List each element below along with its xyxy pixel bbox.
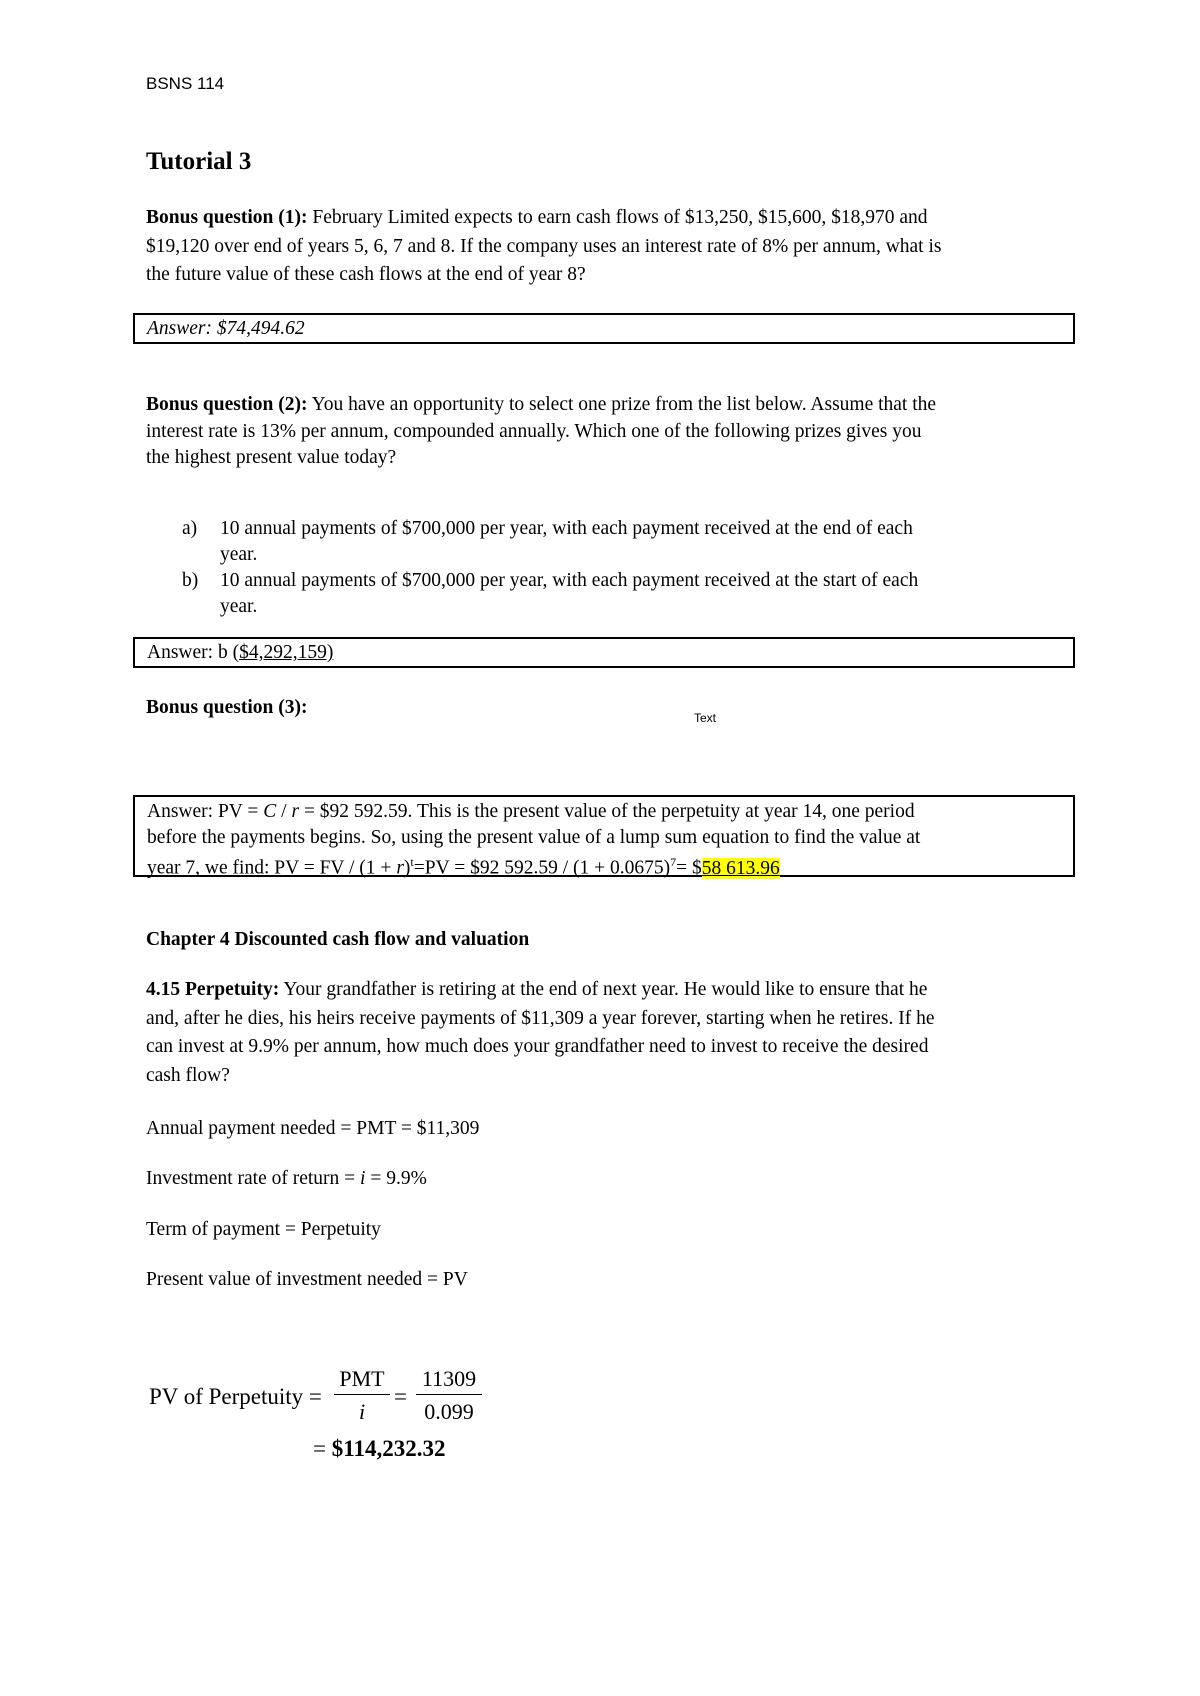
q1-line-1 [146, 204, 1106, 233]
q2-answer-value: $4,292,159) [239, 642, 334, 663]
q1-answer-box [133, 313, 1075, 344]
q2-text-1: You have an opportunity to select one prize from the list below. Assume that the [307, 394, 937, 415]
formula-equals: = [394, 1384, 407, 1409]
page-header: BSNS 114 [146, 74, 225, 93]
formula-result: = $114,232.32 [313, 1436, 446, 1461]
given-annual-payment: Annual payment needed = PMT = $11,309 [146, 1118, 480, 1139]
fraction-pmt-over-i [334, 1366, 390, 1425]
fraction-values [416, 1366, 482, 1425]
bonus-question-2 [146, 392, 1106, 472]
chapter-heading: Chapter 4 Discounted cash flow and valuation [146, 929, 530, 950]
formula-lhs: PV of Perpetuity = [149, 1384, 322, 1409]
q1-label: Bonus question (1): [146, 207, 308, 228]
q2-option-b-line-1: 10 annual payments of $700,000 per year, with each payment received at the start of each [220, 570, 919, 591]
given-rate: Investment rate of return = i = 9.9% [146, 1168, 427, 1189]
q2-option-b-line-2: year. [220, 596, 258, 617]
q2-option-a-line-1: 10 annual payments of $700,000 per year, with each payment received at the end of each [220, 518, 913, 539]
q2-option-a [182, 516, 1042, 568]
q1-line-3: the future value of these cash flows at the end of year 8? [146, 264, 586, 285]
p415-line-3: can invest at 9.9% per annum, how much does your grandfather need to invest to receive the desired [146, 1036, 929, 1057]
q2-line-2: interest rate is 13% per annum, compounded annually. Which one of the following prizes gives you [146, 420, 922, 442]
q3-text-placeholder: Text [694, 711, 717, 725]
fraction-numerator-value: 11309 [421, 1366, 477, 1391]
fraction-denominator-value: 0.099 [416, 1394, 482, 1425]
q2-option-b [182, 568, 1042, 620]
given-pv: Present value of investment needed = PV [146, 1269, 468, 1290]
q3-answer-line-2: before the payments begins. So, using the present value of a lump sum equation to find the value at [147, 826, 921, 848]
q2-answer-prefix: Answer: b ( [147, 642, 240, 663]
q1-line-2: $19,120 over end of years 5, 6, 7 and 8. If the company uses an interest rate of 8% per annum, what is [146, 235, 942, 257]
q1-text-1: February Limited expects to earn cash flows of $13,250, $15,600, $18,970 and [307, 207, 928, 228]
page-title: Tutorial 3 [146, 148, 252, 175]
p415-line-1: 4.15 Perpetuity: Your grandfather is retiring at the end of next year. He would like to ensure that he [146, 979, 928, 1000]
q3-answer-highlight: 58 613.96 [701, 857, 780, 879]
q3-label: Bonus question (3): [146, 697, 308, 718]
p415-label: 4.15 Perpetuity: [146, 979, 280, 1000]
bonus-question-1 [146, 204, 1106, 290]
q2-line-1 [146, 392, 1106, 419]
q3-answer-box [133, 795, 1075, 877]
given-term: Term of payment = Perpetuity [146, 1219, 381, 1240]
q2-option-b-label: b) [182, 570, 199, 591]
q2-option-a-line-2: year. [220, 544, 258, 565]
q2-answer-box [133, 637, 1075, 668]
q1-answer: Answer: $74,494.62 [147, 318, 305, 339]
q2-line-3: the highest present value today? [146, 447, 397, 468]
fraction-numerator-pmt: PMT [339, 1366, 385, 1391]
q2-label: Bonus question (2): [146, 394, 308, 415]
q2-option-a-label: a) [182, 518, 198, 539]
p415-line-2: and, after he dies, his heirs receive payments of $11,309 a year forever, starting when he retires. If he [146, 1007, 935, 1029]
q3-answer-line-1: Answer: PV = C / r = $92 592.59. This is the present value of the perpetuity at year 14, one period [147, 801, 915, 822]
fraction-denominator-i: i [334, 1394, 390, 1425]
problem-4-15 [146, 976, 1106, 1090]
q3-answer-line-3: year 7, we find: PV = FV / $(1 + r)^t=PV$ = $92 $592.59 / (1 + 0.0675)^7=$ $58 613.96 [147, 855, 780, 879]
p415-line-4: cash flow? [146, 1064, 230, 1086]
